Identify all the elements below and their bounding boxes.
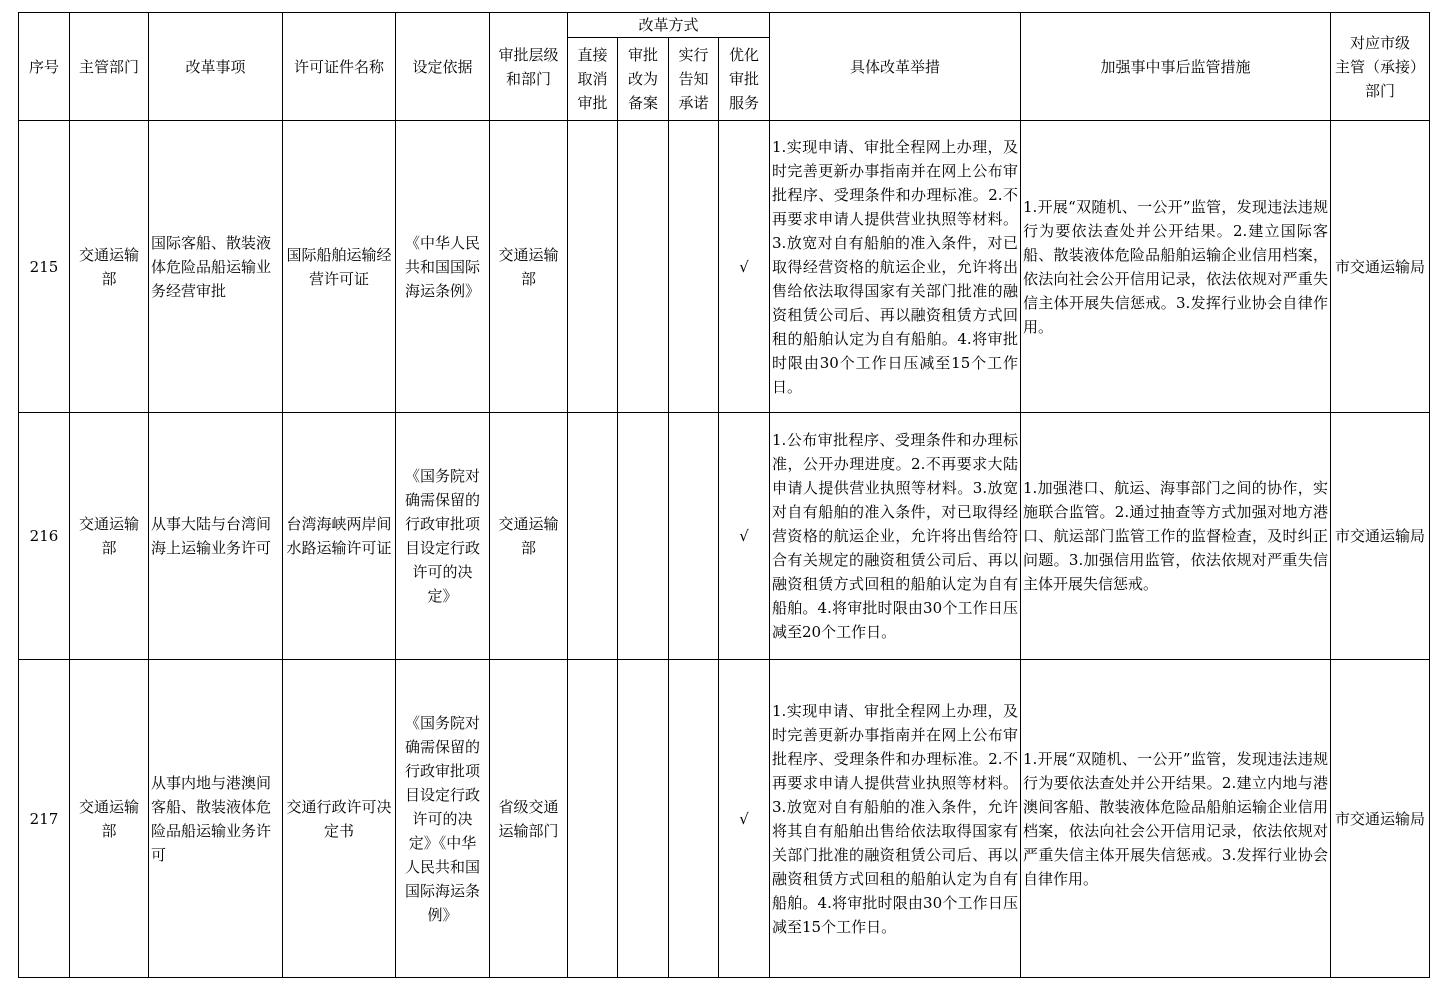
row-supervision: 1.加强港口、航运、海事部门之间的协作，实施联合监管。2.通过抽查等方式加强对地方港口、航运部门监管工作的监督检查，及时纠正问题。3.加强信用监管，依法依规对严重失信主体开展失信惩戒。 <box>1021 413 1331 660</box>
row-supervision: 1.开展“双随机、一公开”监管，发现违法违规行为要依法查处并公开结果。2.建立内地与港澳间客船、散装液体危险品船舶运输企业信用档案，依法向社会公开信用记录，依法依规对严重失信主体开展失信惩戒。3.发挥行业协会自律作用。 <box>1021 660 1331 978</box>
header-item: 改革事项 <box>149 13 283 121</box>
row-cancel <box>568 660 618 978</box>
table-row <box>19 121 1430 413</box>
header-level: 审批层级 和部门 <box>490 13 568 121</box>
row-city-dept: 市交通运输局 <box>1331 121 1430 413</box>
table-row <box>19 413 1430 660</box>
row-notify <box>669 121 719 413</box>
header-filing: 审批 改为 备案 <box>618 38 669 121</box>
row-measures: 1.实现申请、审批全程网上办理，及时完善更新办事指南并在网上公布审批程序、受理条件和办理标准。2.不再要求申请人提供营业执照等材料。3.放宽对自有船舶的准入条件，允许将其自有船舶出售给依法取得国家有关部门批准的融资租赁公司后、再以融资租赁方式回租的船舶认定为自有船舶。4.将审批时限由30个工作日压减至15个工作日。 <box>770 660 1021 978</box>
row-cancel <box>568 121 618 413</box>
row-item: 从事内地与港澳间客船、散装液体危险品船运输业务许可 <box>149 660 283 978</box>
row-level: 交通运输部 <box>490 121 568 413</box>
header-basis: 设定依据 <box>396 13 490 121</box>
row-optimize-check: √ <box>719 413 770 660</box>
row-license: 交通行政许可决定书 <box>283 660 396 978</box>
header-supervision: 加强事中事后监管措施 <box>1021 13 1331 121</box>
header-optimize: 优化 审批 服务 <box>719 38 770 121</box>
header-notify: 实行 告知 承诺 <box>669 38 719 121</box>
row-license: 台湾海峡两岸间水路运输许可证 <box>283 413 396 660</box>
row-license: 国际船舶运输经营许可证 <box>283 121 396 413</box>
row-filing <box>618 413 669 660</box>
row-seq: 216 <box>19 413 70 660</box>
row-level: 省级交通运输部门 <box>490 660 568 978</box>
row-measures: 1.公布审批程序、受理条件和办理标准，公开办理进度。2.不再要求大陆申请人提供营业执照等材料。3.放宽对自有船舶的准入条件，对已取得经营资格的航运企业，允许将出售给符合有关规定的融资租赁公司后、再以融资租赁方式回租的船舶认定为自有船舶。4.将审批时限由30个工作日压减至20个工作日。 <box>770 413 1021 660</box>
row-cancel <box>568 413 618 660</box>
header-license: 许可证件名称 <box>283 13 396 121</box>
header-seq: 序号 <box>19 13 70 121</box>
header-dept: 主管部门 <box>70 13 149 121</box>
row-optimize-check: √ <box>719 121 770 413</box>
row-city-dept: 市交通运输局 <box>1331 660 1430 978</box>
row-filing <box>618 121 669 413</box>
row-item: 国际客船、散装液体危险品船运输业务经营审批 <box>149 121 283 413</box>
row-seq: 215 <box>19 121 70 413</box>
row-optimize-check: √ <box>719 660 770 978</box>
header-measures: 具体改革举措 <box>770 13 1021 121</box>
row-basis: 《国务院对确需保留的行政审批项目设定行政许可的决定》 <box>396 413 490 660</box>
reform-table <box>18 12 1430 978</box>
row-dept: 交通运输部 <box>70 121 149 413</box>
row-basis: 《中华人民共和国国际海运条例》 <box>396 121 490 413</box>
table-row <box>19 660 1430 978</box>
row-notify <box>669 660 719 978</box>
header-cancel: 直接 取消 审批 <box>568 38 618 121</box>
row-dept: 交通运输部 <box>70 660 149 978</box>
header-reform-group: 改革方式 <box>568 13 770 38</box>
row-level: 交通运输部 <box>490 413 568 660</box>
row-basis: 《国务院对确需保留的行政审批项目设定行政许可的决定》《中华人民共和国国际海运条例》 <box>396 660 490 978</box>
row-notify <box>669 413 719 660</box>
header-city-dept: 对应市级 主管（承接） 部门 <box>1331 13 1430 121</box>
row-measures: 1.实现申请、审批全程网上办理，及时完善更新办事指南并在网上公布审批程序、受理条件和办理标准。2.不再要求申请人提供营业执照等材料。3.放宽对自有船舶的准入条件，对已取得经营资格的航运企业，允许将出售给依法取得国家有关部门批准的融资租赁公司后、再以融资租赁方式回租的船舶认定为自有船舶。4.将审批时限由30个工作日压减至15个工作日。 <box>770 121 1021 413</box>
row-supervision: 1.开展“双随机、一公开”监管，发现违法违规行为要依法查处并公开结果。2.建立国际客船、散装液体危险品船舶运输企业信用档案，依法向社会公开信用记录，依法依规对严重失信主体开展失信惩戒。3.发挥行业协会自律作用。 <box>1021 121 1331 413</box>
row-dept: 交通运输部 <box>70 413 149 660</box>
row-city-dept: 市交通运输局 <box>1331 413 1430 660</box>
row-item: 从事大陆与台湾间海上运输业务许可 <box>149 413 283 660</box>
row-seq: 217 <box>19 660 70 978</box>
row-filing <box>618 660 669 978</box>
